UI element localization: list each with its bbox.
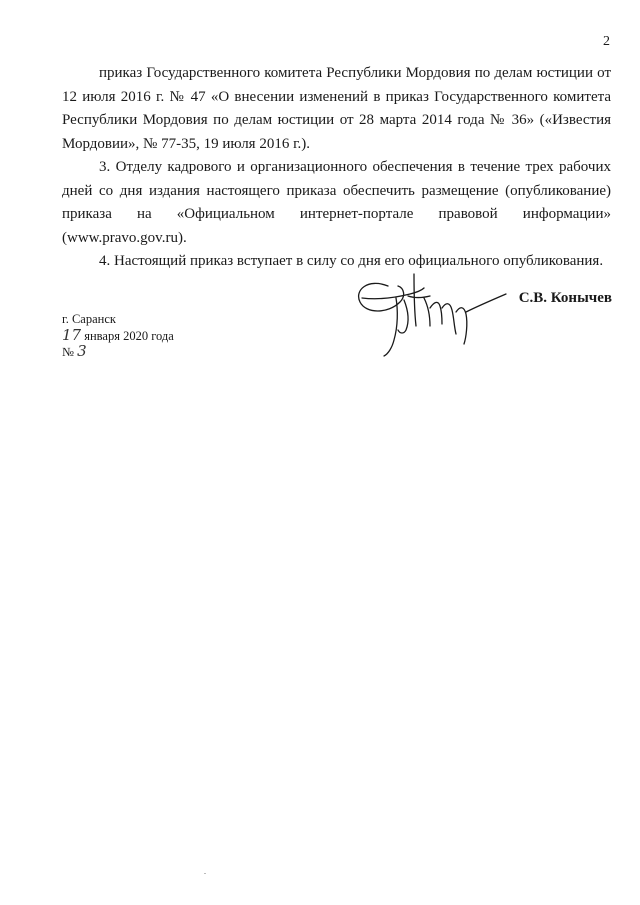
handwritten-signature bbox=[348, 268, 508, 358]
page-number: 2 bbox=[603, 34, 610, 49]
issuance-city: г. Саранск bbox=[62, 312, 116, 326]
scan-speck bbox=[204, 873, 206, 874]
order-number: 3 bbox=[77, 342, 87, 360]
paragraph-item-4: 4. Настоящий приказ вступает в силу со дня его официального опубликования. bbox=[99, 253, 604, 269]
issuance-day: 17 bbox=[62, 325, 82, 344]
issuance-block bbox=[62, 312, 174, 361]
issuance-date-text: января 2020 года bbox=[84, 328, 174, 343]
paragraph-item-3: 3. Отделу кадрового и организационного обеспечения в течение трех рабочих дней со дня издания настоящего приказа обеспечить размещение (опубликование) приказа на «Официальном интернет-портале правовой информации» (www.pravo.gov.ru). bbox=[62, 159, 611, 246]
issuance-number bbox=[62, 344, 174, 361]
number-prefix: № bbox=[62, 345, 74, 359]
paragraph-reference: приказ Государственного комитета Республики Мордовия по делам юстиции от 12 июля 2016 г. № 47 «О внесении изменений в приказ Государственного комитета Республики Мордовия по делам юстиции от 28 марта 2014 года № 36» («Известия Мордовии», № 77-35, 19 июля 2016 г.). bbox=[62, 65, 611, 152]
document-body bbox=[62, 62, 611, 274]
signer-name: С.В. Конычев bbox=[518, 290, 612, 306]
